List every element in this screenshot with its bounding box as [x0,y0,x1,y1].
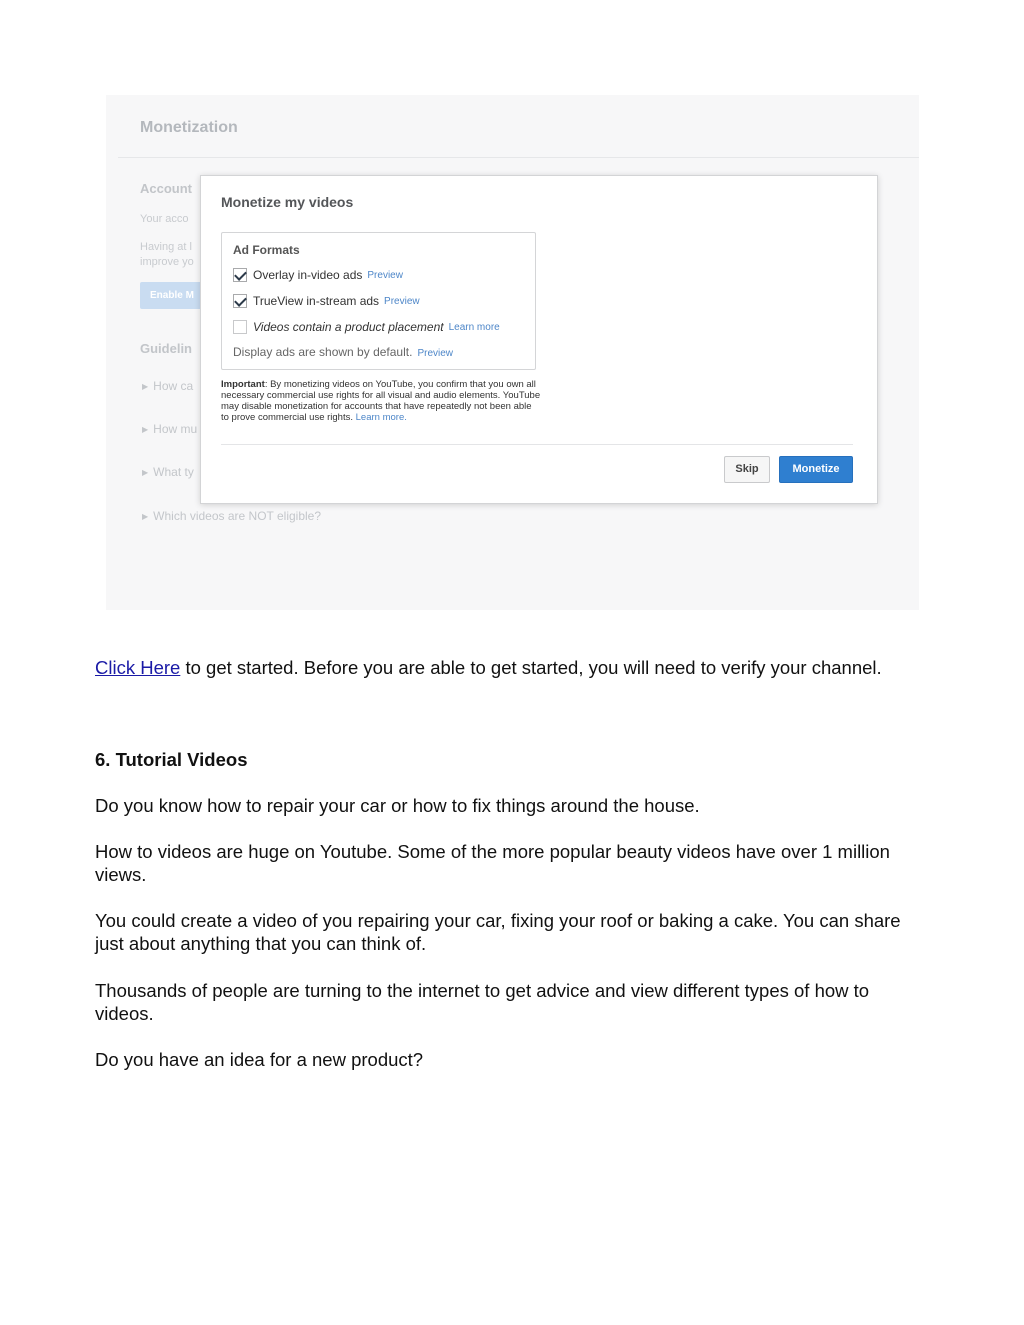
account-text: Your acco [140,213,189,225]
page-title: Monetization [140,119,238,136]
account-heading: Account [140,181,192,196]
section-heading: 6. Tutorial Videos [95,749,248,770]
expand-triangle-icon: ▶ [142,468,149,477]
product-placement-checkbox[interactable] [233,320,247,334]
preview-link[interactable]: Preview [384,295,420,307]
paragraph: How to videos are huge on Youtube. Some of the more popular beauty videos have over 1 million views. [95,841,890,885]
guideline-item[interactable]: ▶ How mu [142,422,198,436]
intro-paragraph: Click Here to get started. Before you are able to get started, you will need to verify your channel. [95,657,882,678]
monetize-dialog [200,175,878,504]
option-label: Videos contain a product placement [253,320,444,334]
divider [221,444,853,445]
expand-triangle-icon: ▶ [142,425,149,434]
preview-link[interactable]: Preview [417,348,454,359]
option-overlay-ads [233,267,403,283]
option-product-placement [233,319,500,335]
skip-button[interactable]: Skip [724,456,770,483]
important-notice [221,379,541,423]
learn-more-link[interactable]: Learn more [448,321,500,333]
guidelines-heading: Guidelin [140,341,192,356]
guideline-item[interactable]: ▶ Which videos are NOT eligible? [142,509,322,523]
important-label: Important [221,379,265,390]
monetization-screenshot [106,95,919,610]
ad-formats-box [221,232,536,370]
dialog-title: Monetize my videos [221,194,354,210]
account-text: Having at l [140,241,192,253]
enable-monetization-button[interactable]: Enable M [140,282,204,309]
paragraph: Do you have an idea for a new product? [95,1049,424,1070]
preview-link[interactable]: Preview [367,269,403,281]
option-trueview-ads [233,293,420,309]
expand-triangle-icon: ▶ [142,382,149,391]
guideline-item[interactable]: ▶ What ty [142,465,194,479]
account-text: improve yo [140,256,194,268]
ad-formats-heading: Ad Formats [233,243,300,257]
divider [118,157,919,158]
default-ads-note: Display ads are shown by default. Preview [233,345,454,359]
guideline-item[interactable]: ▶ How ca [142,379,194,393]
learn-more-link[interactable]: Learn more. [355,412,407,423]
paragraph: Thousands of people are turning to the internet to get advice and view different types of how to videos. [95,980,870,1024]
overlay-ads-checkbox[interactable] [233,268,247,282]
monetize-button[interactable]: Monetize [779,456,853,483]
click-here-link[interactable]: Click Here [95,657,181,678]
important-text: : By monetizing videos on YouTube, you confirm that you own all necessary commercial use rights for all visual and audio elements. YouTube may disable monetization for accounts that have repeatedly not been able to prove commercial use rights. [221,379,541,423]
option-label: TrueView in-stream ads [253,294,380,308]
expand-triangle-icon: ▶ [142,512,149,521]
trueview-ads-checkbox[interactable] [233,294,247,308]
paragraph: You could create a video of you repairing your car, fixing your roof or baking a cake. You can share just about anything that you can think of. [95,910,901,954]
option-label: Overlay in-video ads [253,268,363,282]
paragraph: Do you know how to repair your car or how to fix things around the house. [95,795,700,816]
